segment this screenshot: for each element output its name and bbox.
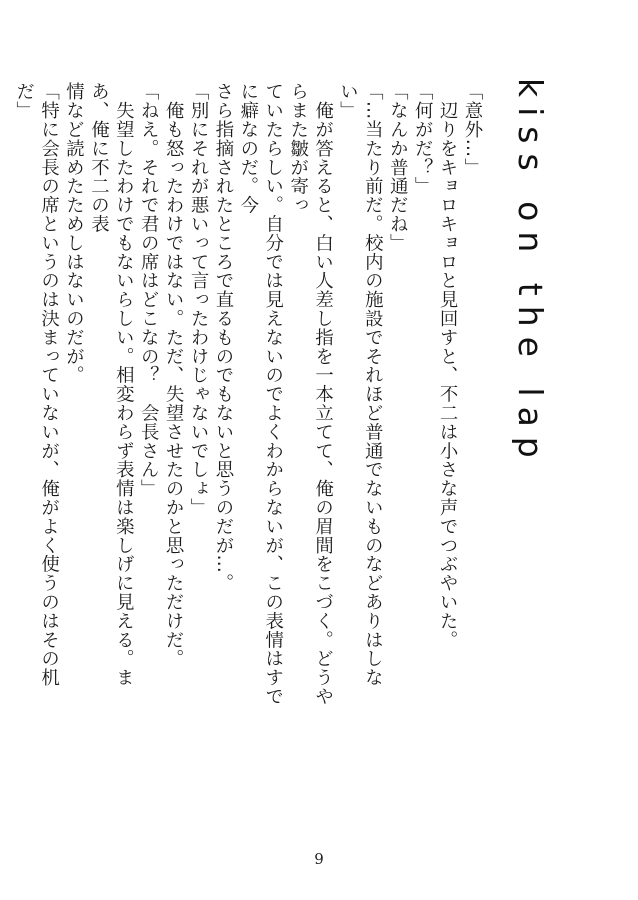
- text-line: 「特に会長の席というのは決まっていないが、俺がよく使うのはその机だ」: [13, 82, 60, 687]
- text-line: 辺りをキョロキョロと見回すと、不二は小さな声でつぶやいた。: [437, 82, 459, 649]
- text-line: 「意外…」: [462, 82, 483, 177]
- text-line: 情など読めたためしはないのだが。: [63, 82, 85, 385]
- chapter-title: kiss on the lap: [511, 78, 550, 468]
- text-line: 「…当たり前だ。校内の施設でそれほど普通でないものなどありはしない」: [337, 82, 384, 687]
- text-line: 俺も怒ったわけではない。ただ、失望させたのかと思っただけだ。: [163, 82, 185, 668]
- text-line: さら指摘されたところで直るものでもないと思うのだが…。: [212, 82, 234, 593]
- body-text: [13, 82, 484, 710]
- text-line: 失望したわけでもないらしい。相変わらず表情は楽しげに見える。まあ、俺に不二の表: [88, 82, 135, 687]
- text-line: 「ねえ。それで君の席はどこなの？ 会長さん」: [138, 82, 160, 498]
- text-line: 「別にそれが悪いって言ったわけじゃないでしょ」: [188, 82, 210, 517]
- text-line: 「何がだ？」: [412, 82, 434, 196]
- page-number: 9: [314, 850, 324, 868]
- text-line: ていたらしい。自分では見えないのでよくわからないが、この表情はすでに癖なのだ。今: [237, 82, 284, 706]
- text-line: 「なんか普通だね」: [387, 82, 409, 253]
- text-line: 俺が答えると、白い人差し指を一本立てて、俺の眉間をこづく。どうやらまた皺が寄っ: [287, 82, 334, 706]
